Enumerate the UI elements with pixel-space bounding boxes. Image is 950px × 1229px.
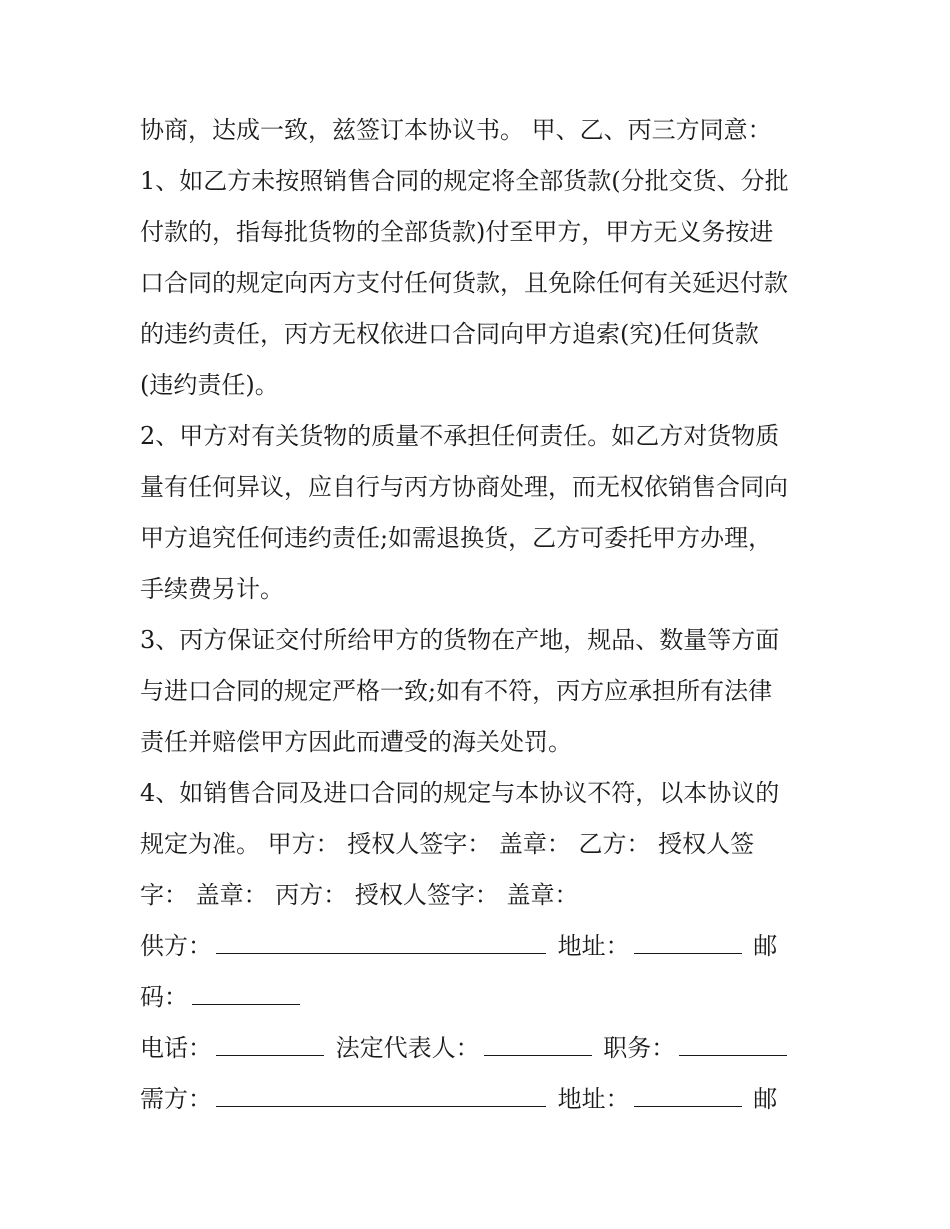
phone-label: 电话： <box>140 1034 212 1062</box>
document-body <box>140 105 820 1125</box>
supplier-postcode-field[interactable] <box>192 978 300 1005</box>
supplier-label: 供方： <box>140 932 212 960</box>
clause-1-line: 1、如乙方未按照销售合同的规定将全部货款(分批交货、分批 <box>140 167 789 195</box>
buyer-address-field[interactable] <box>634 1080 742 1107</box>
buyer-label: 需方： <box>140 1085 212 1113</box>
supplier-address-label: 地址： <box>557 932 630 960</box>
legal-rep-field[interactable] <box>484 1029 592 1056</box>
clause-1-line: (违约责任)。 <box>140 371 279 399</box>
supplier-postcode-label-cont: 码： <box>140 983 188 1011</box>
paragraph-line: 协商，达成一致，兹签订本协议书。 甲、乙、丙三方同意： <box>140 116 772 144</box>
supplier-postcode-label: 邮 <box>753 932 778 960</box>
clause-3-line: 3、丙方保证交付所给甲方的货物在产地，规品、数量等方面 <box>140 626 780 654</box>
clause-3-line: 责任并赔偿甲方因此而遭受的海关处罚。 <box>140 728 572 756</box>
clause-2-line: 2、甲方对有关货物的质量不承担任何责任。如乙方对货物质 <box>140 422 780 450</box>
buyer-address-label: 地址： <box>557 1085 630 1113</box>
signature-line: 字： 盖章： 丙方： 授权人签字： 盖章： <box>140 881 579 909</box>
buyer-postcode-label: 邮 <box>753 1085 778 1113</box>
clause-1-line: 口合同的规定向丙方支付任何货款，且免除任何有关延迟付款 <box>140 269 788 297</box>
supplier-name-field[interactable] <box>216 927 546 954</box>
buyer-row <box>140 1074 820 1125</box>
phone-field[interactable] <box>216 1029 324 1056</box>
position-field[interactable] <box>679 1029 787 1056</box>
clause-2-line: 手续费另计。 <box>140 575 284 603</box>
legal-rep-label: 法定代表人： <box>335 1034 480 1062</box>
clause-4-line: 规定为准。 甲方： 授权人签字： 盖章： 乙方： 授权人签 <box>140 830 755 858</box>
supplier-row <box>140 921 820 972</box>
supplier-address-field[interactable] <box>634 927 742 954</box>
supplier-postcode-row <box>140 972 820 1023</box>
clause-2-line: 量有任何异议，应自行与丙方协商处理，而无权依销售合同向 <box>140 473 788 501</box>
clause-1-line: 付款的，指每批货物的全部货款)付至甲方，甲方无义务按进 <box>140 218 774 246</box>
position-label: 职务： <box>603 1034 676 1062</box>
contact-row <box>140 1023 820 1074</box>
clause-2-line: 甲方追究任何违约责任;如需退换货，乙方可委托甲方办理， <box>140 524 773 552</box>
clause-3-line: 与进口合同的规定严格一致;如有不符，丙方应承担所有法律 <box>140 677 773 705</box>
buyer-name-field[interactable] <box>216 1080 546 1107</box>
clause-1-line: 的违约责任，丙方无权依进口合同向甲方追索(究)任何货款 <box>140 320 759 348</box>
clause-4-line: 4、如销售合同及进口合同的规定与本协议不符，以本协议的 <box>140 779 780 807</box>
